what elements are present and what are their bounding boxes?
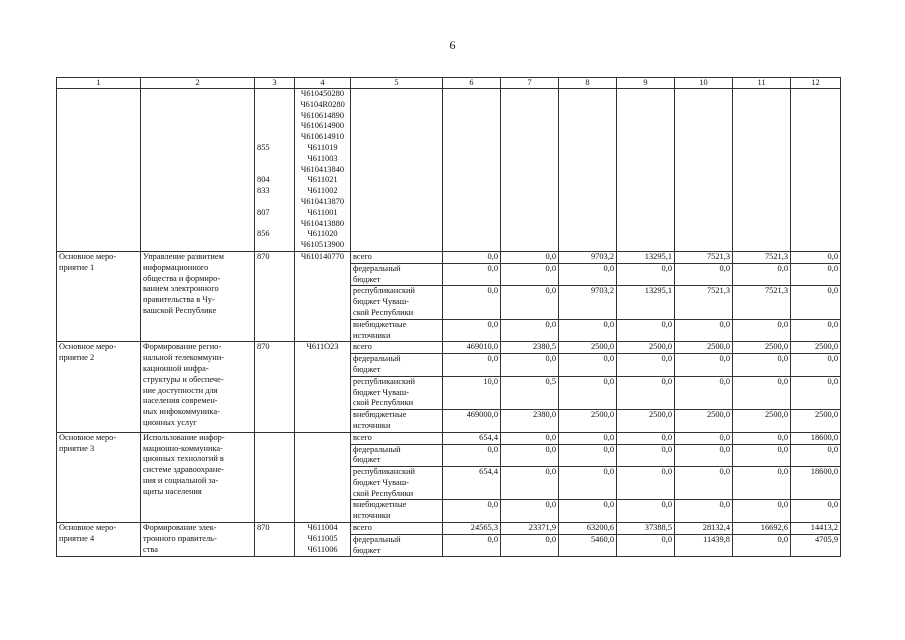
funding-source (351, 354, 443, 377)
ministry-code: 856 (257, 229, 270, 239)
funding-source-line: республиканский (353, 376, 415, 386)
value-cell: 16692,6 (733, 523, 791, 535)
funding-source-line: внебюджетные (353, 319, 407, 329)
value-cell: 0,0 (617, 534, 675, 557)
value-cell: 0,0 (501, 467, 559, 500)
funding-source-line: источники (353, 511, 391, 521)
funding-source-line: ской Республики (353, 488, 414, 498)
value-cell: 0,0 (617, 467, 675, 500)
value-cell: 0,0 (559, 432, 617, 444)
funding-source-line: бюджет (353, 545, 381, 555)
budget-code: Ч611019 (307, 142, 338, 152)
value-cell: 0,0 (501, 263, 559, 286)
value-cell: 0,0 (675, 432, 733, 444)
budget-code-cell (295, 342, 351, 432)
value-cell: 0,0 (559, 467, 617, 500)
budget-code: Ч611020 (307, 229, 338, 239)
value-cell: 2500,0 (733, 410, 791, 433)
ministry-code: 855 (257, 142, 270, 152)
ministry-code-cell (255, 251, 295, 341)
value-cell: 7521,3 (733, 286, 791, 319)
column-header: 12 (791, 78, 841, 89)
table-cell (443, 89, 501, 252)
budget-code: Ч610614910 (300, 132, 345, 142)
budget-code: Ч611021 (307, 175, 338, 185)
table-cell (617, 89, 675, 252)
table-cell (141, 89, 255, 252)
value-cell: 0,0 (675, 467, 733, 500)
value-cell: 0,0 (443, 534, 501, 557)
value-cell: 0,0 (501, 354, 559, 377)
value-cell: 4705,9 (791, 534, 841, 557)
activity-title-line: ционных технологий в (143, 454, 224, 464)
value-cell: 7521,3 (733, 251, 791, 263)
value-cell: 0,0 (443, 286, 501, 319)
column-header: 8 (559, 78, 617, 89)
activity-title-line: общества и формиро- (143, 273, 221, 283)
value-cell: 7521,3 (675, 251, 733, 263)
value-cell: 0,0 (675, 500, 733, 523)
value-cell: 0,0 (791, 444, 841, 467)
value-cell: 0,0 (443, 444, 501, 467)
funding-source (351, 342, 443, 354)
value-cell: 0,0 (791, 286, 841, 319)
activity-title-line: системе здравоохране- (143, 465, 224, 475)
budget-code: Ч610413840 (300, 164, 345, 174)
value-cell: 13295,1 (617, 251, 675, 263)
budget-code: Ч611О23 (306, 342, 339, 352)
funding-source-line: внебюджетные (353, 500, 407, 510)
table-cell (295, 89, 351, 252)
value-cell: 0,0 (501, 432, 559, 444)
ministry-code (257, 154, 292, 165)
value-cell: 0,0 (733, 319, 791, 342)
funding-source-line: бюджет Чуваш- (353, 297, 409, 307)
funding-source (351, 432, 443, 444)
ministry-code (257, 165, 292, 176)
value-cell: 0,0 (559, 263, 617, 286)
value-cell: 0,0 (617, 319, 675, 342)
value-cell: 2500,0 (559, 410, 617, 433)
activity-title-line: тронного правитель- (143, 533, 217, 543)
ministry-code: 804 (257, 175, 270, 185)
value-cell: 2500,0 (675, 410, 733, 433)
activity-name (57, 251, 141, 341)
ministry-code (257, 240, 292, 251)
budget-code: Ч6104R0280 (300, 99, 345, 109)
table-row (57, 251, 841, 263)
value-cell: 14413,2 (791, 523, 841, 535)
ministry-code (257, 132, 292, 143)
activity-name-line: Основное меро- (59, 432, 117, 442)
value-cell: 0,0 (733, 263, 791, 286)
funding-source (351, 376, 443, 409)
table-row (57, 523, 841, 535)
ministry-code: 833 (257, 186, 270, 196)
value-cell: 0,0 (501, 444, 559, 467)
value-cell: 0,0 (617, 432, 675, 444)
ministry-code-cell (255, 432, 295, 522)
activity-title-line: Использование инфор- (143, 432, 225, 442)
table-cell (675, 89, 733, 252)
value-cell: 0,0 (501, 251, 559, 263)
funding-source-line: бюджет Чуваш- (353, 477, 409, 487)
value-cell: 469000,0 (443, 410, 501, 433)
funding-source-line: всего (353, 251, 372, 261)
budget-code: Ч610513900 (300, 240, 345, 250)
ministry-code-cell (255, 523, 295, 557)
budget-code-cell (295, 251, 351, 341)
activity-title-line: кационной инфра- (143, 363, 209, 373)
budget-code: Ч610413870 (300, 196, 345, 206)
value-cell: 0,0 (733, 534, 791, 557)
ministry-code (257, 100, 292, 111)
value-cell: 2500,0 (733, 342, 791, 354)
ministry-code: 870 (257, 251, 270, 261)
value-cell: 0,0 (501, 500, 559, 523)
ministry-code (257, 219, 292, 230)
funding-source-line: всего (353, 342, 372, 352)
activity-title-line: Формирование регио- (143, 342, 222, 352)
table-row (57, 342, 841, 354)
value-cell: 2380,5 (501, 342, 559, 354)
funding-source (351, 500, 443, 523)
activity-title-line: правительства в Чу- (143, 295, 215, 305)
value-cell: 0,0 (791, 263, 841, 286)
table-cell (501, 89, 559, 252)
value-cell: 0,0 (675, 354, 733, 377)
activity-name (57, 342, 141, 432)
value-cell: 0,0 (443, 251, 501, 263)
value-cell: 0,0 (443, 500, 501, 523)
activity-title (141, 432, 255, 522)
table-cell (559, 89, 617, 252)
value-cell: 0,0 (559, 444, 617, 467)
funding-source (351, 467, 443, 500)
value-cell: 0,0 (733, 432, 791, 444)
budget-code: Ч611001 (307, 207, 338, 217)
funding-source (351, 523, 443, 535)
funding-source-line: ской Республики (353, 398, 414, 408)
value-cell: 0,0 (617, 376, 675, 409)
table-cell (791, 89, 841, 252)
activity-title-line: структуры и обеспече- (143, 374, 224, 384)
value-cell: 7521,3 (675, 286, 733, 319)
activity-title-line: щиты населения (143, 486, 202, 496)
ministry-code: 807 (257, 207, 270, 217)
funding-source (351, 251, 443, 263)
budget-code: Ч611005 (307, 533, 338, 543)
ministry-code-cell (255, 342, 295, 432)
value-cell: 0,0 (791, 251, 841, 263)
activity-title-line: Управление развитием (143, 251, 224, 261)
column-header: 4 (295, 78, 351, 89)
value-cell: 11439,8 (675, 534, 733, 557)
funding-source-line: ской Республики (353, 307, 414, 317)
value-cell: 9703,2 (559, 286, 617, 319)
activity-title-line: ния и социальной за- (143, 475, 219, 485)
value-cell: 2500,0 (791, 410, 841, 433)
value-cell: 0,0 (559, 319, 617, 342)
activity-title (141, 251, 255, 341)
funding-source (351, 534, 443, 557)
ministry-code (257, 121, 292, 132)
column-header: 9 (617, 78, 675, 89)
activity-title-line: нальной телекоммуни- (143, 353, 225, 363)
funding-source (351, 410, 443, 433)
value-cell: 28132,4 (675, 523, 733, 535)
activity-name-line: приятие 3 (59, 443, 95, 453)
header-row (57, 78, 841, 89)
value-cell: 0,0 (559, 376, 617, 409)
value-cell: 0,0 (733, 467, 791, 500)
value-cell: 0,0 (443, 354, 501, 377)
activity-name-line: приятие 4 (59, 533, 95, 543)
value-cell: 0,0 (443, 263, 501, 286)
value-cell: 0,0 (501, 319, 559, 342)
value-cell: 18600,0 (791, 432, 841, 444)
value-cell: 0,0 (559, 500, 617, 523)
value-cell: 2500,0 (675, 342, 733, 354)
table-cell (255, 89, 295, 252)
value-cell: 13295,1 (617, 286, 675, 319)
page-number: 6 (449, 38, 456, 52)
funding-source-line: бюджет (353, 274, 381, 284)
ministry-code (257, 111, 292, 122)
funding-source-line: бюджет (353, 455, 381, 465)
value-cell: 18600,0 (791, 467, 841, 500)
value-cell: 0,0 (501, 286, 559, 319)
column-header: 6 (443, 78, 501, 89)
continuation-row (57, 89, 841, 252)
activity-title (141, 342, 255, 432)
column-header: 3 (255, 78, 295, 89)
activity-name (57, 432, 141, 522)
funding-source-line: всего (353, 523, 372, 533)
value-cell: 0,5 (501, 376, 559, 409)
activity-name-line: Основное меро- (59, 523, 117, 533)
value-cell: 469010,0 (443, 342, 501, 354)
value-cell: 2500,0 (617, 342, 675, 354)
value-cell: 0,0 (733, 444, 791, 467)
budget-code: Ч610614890 (300, 110, 345, 120)
funding-source-line: федеральный (353, 354, 401, 364)
budget-code: Ч611006 (307, 544, 338, 554)
budget-code: Ч610614900 (300, 121, 345, 131)
value-cell: 5460,0 (559, 534, 617, 557)
funding-source-line: бюджет (353, 364, 381, 374)
value-cell: 654,4 (443, 432, 501, 444)
column-header: 2 (141, 78, 255, 89)
value-cell: 2500,0 (617, 410, 675, 433)
activity-name-line: Основное меро- (59, 251, 117, 261)
activity-name-line: приятие 2 (59, 353, 95, 363)
column-header: 7 (501, 78, 559, 89)
value-cell: 0,0 (559, 354, 617, 377)
funding-source-line: внебюджетные (353, 410, 407, 420)
value-cell: 0,0 (733, 376, 791, 409)
budget-code: Ч610140770 (300, 251, 345, 261)
value-cell: 2380,0 (501, 410, 559, 433)
value-cell: 0,0 (617, 354, 675, 377)
value-cell: 0,0 (617, 263, 675, 286)
funding-source-line: федеральный (353, 444, 401, 454)
funding-source (351, 286, 443, 319)
ministry-code: 870 (257, 523, 270, 533)
funding-source-line: федеральный (353, 263, 401, 273)
value-cell: 0,0 (675, 319, 733, 342)
value-cell: 37388,5 (617, 523, 675, 535)
value-cell: 2500,0 (791, 342, 841, 354)
activity-title-line: ванием электронного (143, 284, 219, 294)
value-cell: 63200,6 (559, 523, 617, 535)
activity-title-line: информационного (143, 262, 209, 272)
activity-title-line: ных инфокоммуника- (143, 407, 220, 417)
column-header: 5 (351, 78, 443, 89)
budget-code: Ч611004 (307, 523, 338, 533)
ministry-code (257, 89, 292, 100)
value-cell: 24565,3 (443, 523, 501, 535)
table-row (57, 432, 841, 444)
column-header: 1 (57, 78, 141, 89)
value-cell: 10,0 (443, 376, 501, 409)
value-cell: 23371,9 (501, 523, 559, 535)
funding-source (351, 263, 443, 286)
ministry-code: 870 (257, 342, 270, 352)
budget-code: Ч611003 (307, 153, 338, 163)
table-cell (351, 89, 443, 252)
budget-code: Ч611002 (307, 186, 338, 196)
activity-name-line: Основное меро- (59, 342, 117, 352)
funding-source-line: федеральный (353, 534, 401, 544)
table-cell (733, 89, 791, 252)
activity-name (57, 523, 141, 557)
ministry-code (257, 197, 292, 208)
value-cell: 9703,2 (559, 251, 617, 263)
activity-name-line: приятие 1 (59, 262, 95, 272)
value-cell: 0,0 (733, 354, 791, 377)
activity-title (141, 523, 255, 557)
column-header: 10 (675, 78, 733, 89)
value-cell: 0,0 (501, 534, 559, 557)
activity-title-line: ние доступности для (143, 385, 218, 395)
value-cell: 0,0 (675, 444, 733, 467)
activity-title-line: мационно-коммуника- (143, 443, 223, 453)
budget-code-cell (295, 523, 351, 557)
value-cell: 0,0 (791, 319, 841, 342)
value-cell: 0,0 (791, 500, 841, 523)
value-cell: 0,0 (617, 444, 675, 467)
activity-title-line: ства (143, 544, 158, 554)
budget-table (56, 77, 841, 557)
funding-source-line: республиканский (353, 286, 415, 296)
value-cell: 0,0 (443, 319, 501, 342)
activity-title-line: населения современ- (143, 396, 218, 406)
activity-title-line: Формирование элек- (143, 523, 217, 533)
value-cell: 654,4 (443, 467, 501, 500)
column-header: 11 (733, 78, 791, 89)
activity-title-line: вашской Республике (143, 305, 217, 315)
budget-code-cell (295, 432, 351, 522)
funding-source (351, 319, 443, 342)
value-cell: 0,0 (733, 500, 791, 523)
funding-source-line: источники (353, 330, 391, 340)
value-cell: 2500,0 (559, 342, 617, 354)
value-cell: 0,0 (617, 500, 675, 523)
table-cell (57, 89, 141, 252)
funding-source-line: источники (353, 420, 391, 430)
funding-source (351, 444, 443, 467)
budget-code: Ч610450280 (300, 89, 345, 98)
funding-source-line: бюджет Чуваш- (353, 387, 409, 397)
value-cell: 0,0 (791, 354, 841, 377)
budget-code: Ч610413880 (300, 218, 345, 228)
activity-title-line: ционных услуг (143, 417, 197, 427)
value-cell: 0,0 (675, 263, 733, 286)
funding-source-line: республиканский (353, 467, 415, 477)
funding-source-line: всего (353, 432, 372, 442)
value-cell: 0,0 (675, 376, 733, 409)
value-cell: 0,0 (791, 376, 841, 409)
